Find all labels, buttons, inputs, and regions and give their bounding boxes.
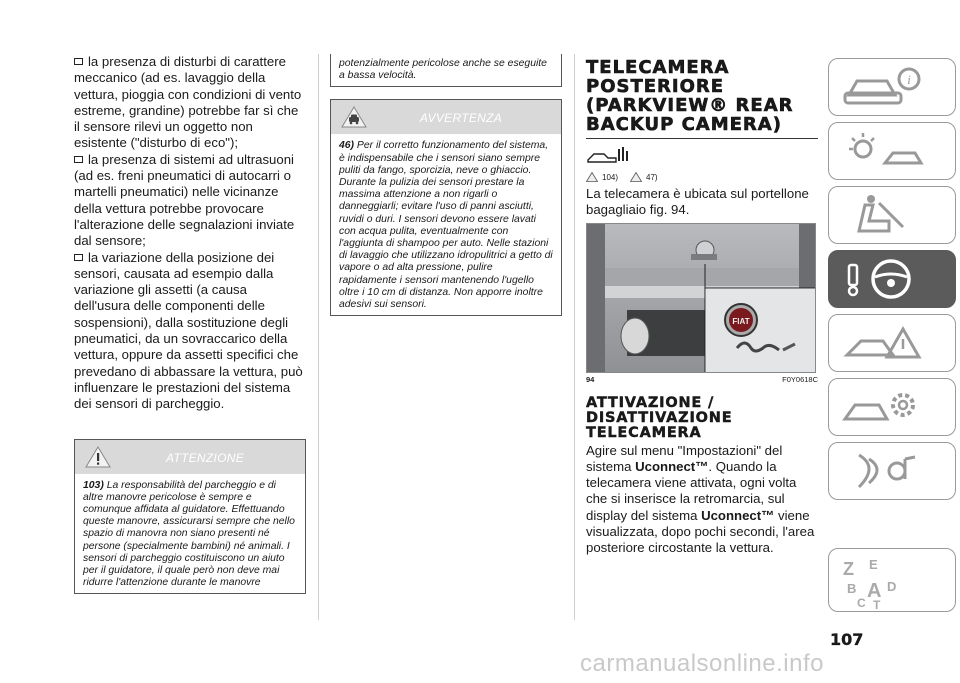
attention-box [74,439,306,595]
bullet-box-icon [74,254,83,261]
car-maintenance-gears-icon [839,383,929,431]
attention-text: 103) La responsabilità del parcheggio e di altre manovre pericolose è sempre e comunque affidata al guidatore. Effettuando queste manovre, assicurarsi sempre che nello spazio di manovra non siano presenti né persone (specialmente bambini) né animali. I sensori di parcheggio costituiscono un aiuto per il guidatore, il quale però non deve mai ridurre l'attenzione durante le manovre [83,479,295,589]
figure-code: F0Y0618C [782,374,818,384]
svg-text:B: B [847,581,857,596]
watermark: carmanualsonline.info [580,650,824,677]
warning-box [330,99,562,316]
column-divider [318,54,319,620]
chapter-tab-dashboard-lights[interactable] [828,122,956,180]
svg-text:i: i [907,72,911,87]
figure-94 [586,223,816,373]
column-divider [574,54,575,620]
multimedia-icon [839,447,929,495]
car-warning-small-icon [630,172,642,182]
svg-text:FIAT: FIAT [732,316,750,326]
figure-caption [586,375,818,384]
warning-title: AVVERTENZA [419,111,503,126]
column-1 [74,54,306,594]
alphabetical-index-icon [839,553,929,609]
svg-text:A: A [867,580,882,602]
chapter-tab-car-info[interactable] [828,58,956,116]
svg-text:D: D [887,579,897,594]
svg-text:E: E [869,557,878,572]
chapter-tab-emergency[interactable] [828,314,956,372]
chapter-tab-safety[interactable] [828,186,956,244]
continuation-box [330,54,562,87]
chapter-tab-starting-driving[interactable] [828,250,956,308]
attention-title: ATTENZIONE [165,450,245,465]
section-heading: TELECAMERA POSTERIORE (PARKVIEW® REAR BACKUP CAMERA) [586,57,794,135]
warning-text: 46) Per il corretto funzionamento del sistema, è indispensabile che i sensori siano sempre puliti da fango, sporcizia, neve o ghiaccio. Durante la pulizia dei sensori prestare la massima attenzione a non rigarli o danneggiarli; evitare l'uso di panni asciutti, ruvidi o duri. I sensori devono essere lavati con acqua pulita, eventualmente con l'aggiunta di shampoo per auto. Nelle stazioni di lavaggio che utilizzano idropulitrici a getto di vapore o ad alta pressione, pulire rapidamente i sensori mantenendo l'ugello oltre i 10 cm di distanza. Non apporre inoltre adesivi sui sensori. [339,140,553,311]
svg-text:Z: Z [843,559,854,579]
bullet-box-icon [74,58,83,65]
rear-camera-photo [587,224,816,373]
attention-header [75,440,305,474]
heading-rule [586,138,818,139]
dashboard-lights-icon [839,127,929,175]
camera-warning-icon [586,145,818,170]
bullet-paragraph: la presenza di sistemi ad ultrasuoni (ad es. freni pneumatici di autocarri o martelli pneumatici) nelle vicinanze della vettura potrebbe provocare l'alterazione delle segnalazioni inviate dal sensore; [74,151,295,249]
column-2 [330,54,562,316]
svg-text:C: C [857,596,866,609]
chapter-tab-maintenance[interactable] [828,378,956,436]
car-info-icon [839,63,929,111]
svg-text:T: T [873,598,881,609]
reference-notes: 104) 47) [586,170,818,184]
continuation-text: potenzialmente pericolose anche se eseguite a bassa velocità. [339,58,547,82]
warning-header [331,100,561,134]
page-number: 107 [830,630,864,649]
column-3 [586,58,818,557]
bullet-paragraph: la presenza di disturbi di carattere meccanico (ad es. lavaggio della vettura, pioggia con condizioni di vento estreme, grandine) potrebbe far sì che il sensore rilevi un oggetto non esistente ("disturbo di eco"); [74,54,302,151]
bullet-paragraph: la variazione della posizione dei sensori, causata ad esempio dalla variazione gli assetti (a causa dell'usura delle componenti delle sospensioni), dalla sostituzione degli pneumatici, da un sovraccarico della vettura, oppure da assetti specifici che prevedano di abbassare la vettura, può influenzare le prestazioni del sistema dei sensori di parcheggio. [74,249,303,412]
intro-text: La telecamera è ubicata sul portellone bagagliaio fig. 94. [586,186,809,218]
rear-camera-icon [586,145,632,165]
bullet-box-icon [74,156,83,163]
figure-number: 94 [586,374,595,384]
activation-text: Agire sul menu "Impostazioni" del sistema Uconnect™. Quando la telecamera viene attivata, ogni volta che si inserisce la retromarcia, sul display del sistema Uconnect™ viene visualizzata, dopo pochi secondi, l'area posteriore circostante la vettura. [586,442,815,556]
subsection-heading: ATTIVAZIONE / DISATTIVAZIONE TELECAMERA [586,394,733,441]
warning-triangle-car-icon [839,319,929,367]
chapter-tab-index[interactable] [828,548,956,612]
seat-airbag-icon [839,191,929,239]
chapter-tab-multimedia[interactable] [828,442,956,500]
warning-triangle-icon [586,172,598,182]
steering-wheel-key-icon [839,255,929,303]
